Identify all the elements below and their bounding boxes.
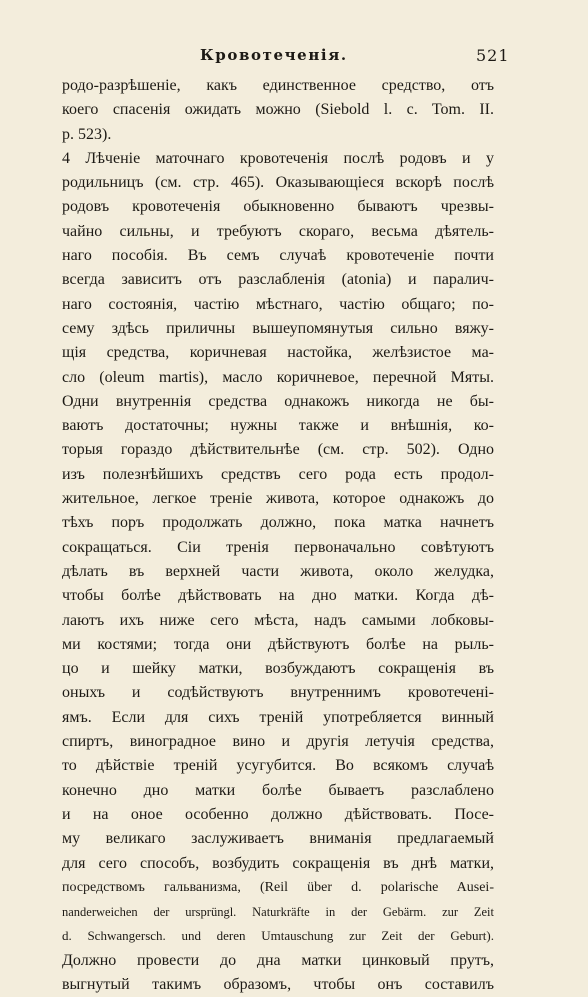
text-line: посредствомъ гальванизма, (Reil über d. polarische Ausei-	[62, 879, 494, 895]
text-line: d. Schwangersch. und deren Umtauschung zur Zeit der Geburt).	[62, 928, 494, 944]
text-line: наго состоянія, частію мѣстнаго, частію общаго; по-	[62, 295, 494, 313]
text-line: родильницъ (см. стр. 465). Оказывающіеся вскорѣ послѣ	[62, 174, 494, 192]
text-line: чтобы болѣе дѣйствовать на дно матки. Когда дѣ-	[62, 587, 494, 605]
text-line: для сего способъ, возбудить сокращенія въ днѣ матки,	[62, 854, 494, 872]
text-line: сло (oleum martis), масло коричневое, перечной Мяты.	[62, 368, 494, 386]
text-line: родо-разрѣшеніе, какъ единственное средство, отъ	[62, 77, 494, 94]
text-line: сему здѣсь приличны вышеупомянутыя сильно вяжу-	[62, 319, 494, 337]
text-line: щія средства, коричневая настойка, желѣзистое ма-	[62, 344, 494, 362]
text-line: nanderweichen der ursprüngl. Naturkräfte in der Gebärm. zur Zeit	[62, 905, 494, 920]
text-line: цо и шейку матки, возбуждаютъ сокращенія въ	[62, 660, 494, 678]
text-line: спиртъ, виноградное вино и другія летучія средства,	[62, 733, 494, 751]
text-line: жительное, легкое треніе живота, которое однакожъ до	[62, 490, 494, 508]
text-line: торыя гораздо дѣйствительнѣе (см. стр. 502). Одно	[62, 441, 494, 459]
text-line: чайно сильны, и требуютъ скораго, весьма дѣятель-	[62, 222, 494, 240]
text-line: конечно дно матки болѣе бываетъ разслаблено	[62, 781, 494, 799]
text-line: коего спасенія ожидать можно (Siebold l. c. Tom. II.	[62, 101, 494, 119]
text-line: сокращаться. Сіи тренія первоначально совѣтуютъ	[62, 538, 494, 556]
text-line: и на оное особенно должно дѣйствовать. Посе-	[62, 805, 494, 823]
text-line: тѣхъ поръ продолжать должно, пока матка начнетъ	[62, 514, 494, 532]
text-line: дѣлать въ верхней части живота, около желудка,	[62, 562, 494, 580]
text-line: родовъ кровотеченія обыкновенно бываютъ чрезвы-	[62, 198, 494, 216]
text-line: лаютъ ихъ ниже сего мѣста, надъ самыми лобковы-	[62, 611, 494, 629]
body-text	[62, 74, 494, 997]
text-line: наго пособія. Въ семъ случаѣ кровотеченіе почти	[62, 247, 494, 265]
text-line: ямъ. Если для сихъ треній употребляется винный	[62, 708, 494, 726]
text-line: Одни внутреннія средства однакожъ никогда не бы-	[62, 392, 494, 410]
text-line: Должно провести до дна матки цинковый прутъ,	[62, 951, 494, 969]
page-number: 521	[476, 46, 510, 65]
text-line: изъ полезнѣйшихъ средствъ сего рода есть продол-	[62, 465, 494, 483]
text-line: p. 523).	[62, 125, 112, 143]
text-line: то дѣйствіе треній усугубится. Во всякомъ случаѣ	[62, 757, 494, 775]
page-header	[0, 46, 588, 74]
text-line: му великаго заслуживаетъ вниманія предлагаемый	[62, 830, 494, 848]
text-line: выгнутый такимъ образомъ, чтобы онъ составилъ	[62, 975, 494, 993]
text-line: оныхъ и содѣйствуютъ внутреннимъ кровотечені-	[62, 684, 494, 702]
text-line: ваютъ достаточны; нужны также и внѣшнія, ко-	[62, 417, 494, 435]
text-line: ми костями; тогда они дѣйствуютъ болѣе на рыль-	[62, 635, 494, 653]
text-line: 4 Лѣченіе маточнаго кровотеченія послѣ родовъ и у	[62, 149, 494, 167]
text-line: всегда зависитъ отъ разслабленія (atonia) и паралич-	[62, 271, 494, 289]
running-title: Кровотеченія.	[200, 46, 348, 64]
